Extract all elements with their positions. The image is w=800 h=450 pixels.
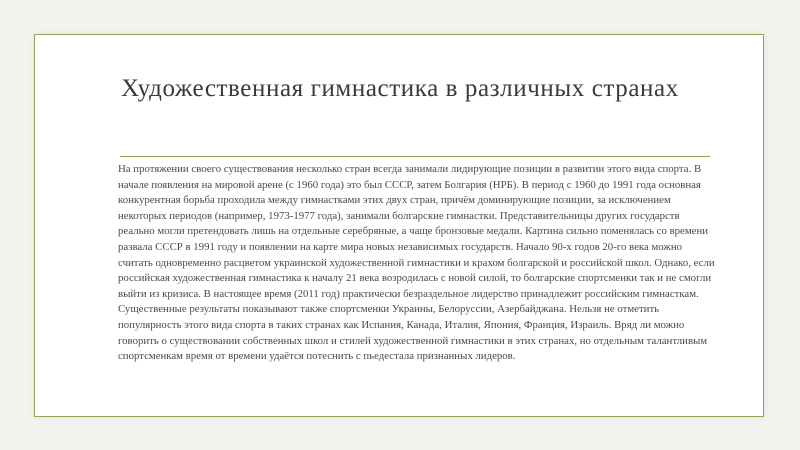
title-divider: [120, 156, 710, 157]
slide-body-text: На протяжении своего существования несколько стран всегда занимали лидирующие позиции в развитии этого вида спорта. В начале появления на мировой арене (с 1960 года) это был СССР, затем Болгария (НРБ). В период с 1960 до 1991 года основная конкурентная борьба проходила между гимнастками этих двух стран, причём доминирующие позиции, за исключением некоторых периодов (например, 1973-1977 года), занимали болгарские гимнастки. Представительницы других государств реально могли претендовать лишь на отдельные серебряные, а чаще бронзовые медали. Картина сильно поменялась со времени развала СССР в 1991 году и появлении на карте мира новых независимых государств. Начало 90-х годов 20-го века можно считать одновременно расцветом украинской художественной гимнастики и крахом болгарской и российской школ. Однако, если российская художественная гимнастика к началу 21 века возродилась с новой силой, то болгарские спортсменки так и не смогли выйти из кризиса. В настоящее время (2011 год) практически безраздельное лидерство принадлежит российским гимнасткам. Существенные результаты показывают также спортсменки Украины, Белоруссии, Азербайджана. Нельзя не отметить популярность этого вида спорта в таких странах как Испания, Канада, Италия, Япония, Франция, Израиль. Вряд ли можно говорить о существовании собственных школ и стилей художественной гимнастики в этих странах, но отдельным талантливым спортсменкам время от времени удаётся потеснить с пьедестала признанных лидеров.: [118, 163, 715, 363]
slide-title: Художественная гимнастика в различных странах: [121, 75, 679, 102]
